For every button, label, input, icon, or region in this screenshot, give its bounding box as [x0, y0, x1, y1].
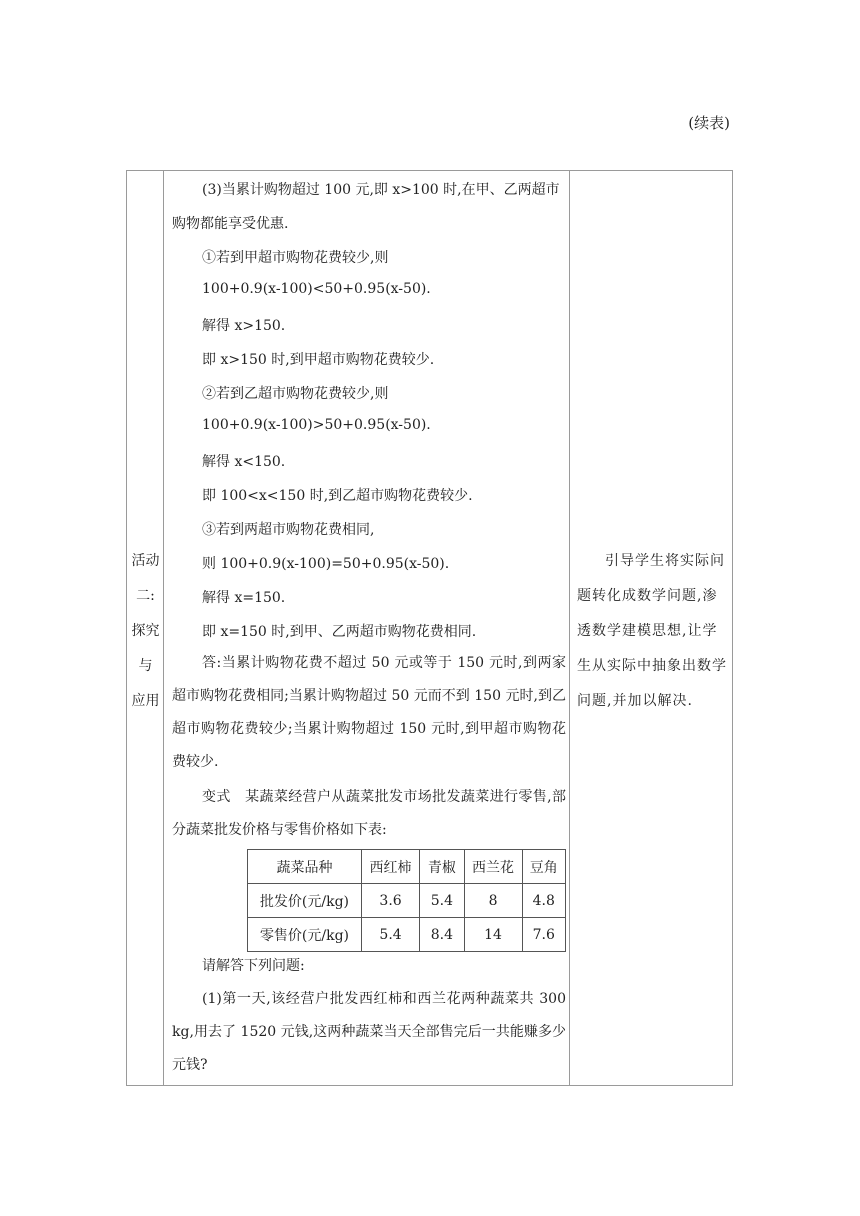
- text-line: ①若到甲超市购物花费较少,则: [202, 250, 389, 266]
- lesson-table: [126, 170, 733, 1086]
- activity-label-line: 探究: [131, 623, 160, 639]
- activity-label-line: 活动: [131, 553, 160, 569]
- text-line: 解得 x<150.: [202, 454, 286, 470]
- text-line: 解得 x=150.: [202, 590, 286, 606]
- table-cell: 5.4: [361, 918, 419, 952]
- teaching-note-cell: [577, 544, 732, 719]
- table-cell: 8.4: [420, 918, 464, 952]
- text-line: ③若到两超市购物花费相同,: [202, 522, 375, 538]
- table-cell: 8: [464, 884, 522, 918]
- table-cell: 蔬菜品种: [248, 850, 362, 884]
- vegetable-price-table: [247, 849, 566, 952]
- activity-label-line: 应用: [131, 693, 160, 709]
- equation-line: 100+0.9(x-100)<50+0.95(x-50).: [202, 281, 431, 297]
- answer-paragraph: 答:当累计购物花费不超过 50 元或等于 150 元时,到两家超市购物花费相同;当累计购物超过 50 元而不到 150 元时,到乙超市购物花费较少;当累计购物超过 150 元时,到甲超市购物花费较少.: [172, 655, 566, 770]
- text-line: ②若到乙超市购物花费较少,则: [202, 386, 389, 402]
- table-cell: 青椒: [420, 850, 464, 884]
- equation-line: 则 100+0.9(x-100)=50+0.95(x-50).: [202, 556, 450, 572]
- table-cell: 西红柿: [361, 850, 419, 884]
- column-divider: [569, 171, 570, 1085]
- table-cell: 3.6: [361, 884, 419, 918]
- table-cell: 14: [464, 918, 522, 952]
- text-line: 即 x=150 时,到甲、乙两超市购物花费相同.: [202, 624, 477, 640]
- table-row: [248, 884, 566, 918]
- equation-line: 100+0.9(x-100)>50+0.95(x-50).: [202, 417, 431, 433]
- activity-label-cell: [127, 171, 164, 1085]
- continued-label: (续表): [688, 114, 730, 132]
- table-cell: 批发价(元/kg): [248, 884, 362, 918]
- table-row: [248, 918, 566, 952]
- variant-paragraph: 变式 某蔬菜经营户从蔬菜批发市场批发蔬菜进行零售,部分蔬菜批发价格与零售价格如下表:: [172, 789, 566, 838]
- text-line: 解得 x>150.: [202, 318, 286, 334]
- activity-label-line: 二:: [136, 588, 155, 604]
- table-cell: 4.8: [522, 884, 565, 918]
- text-line: (3)当累计购物超过 100 元,即 x>100 时,在甲、乙两超市: [202, 182, 560, 198]
- activity-label-line: 与: [138, 658, 153, 674]
- text-line: 即 100<x<150 时,到乙超市购物花费较少.: [202, 488, 473, 504]
- text-line: 购物都能享受优惠.: [172, 216, 289, 232]
- table-header-row: [248, 850, 566, 884]
- teaching-note: 引导学生将实际问题转化成数学问题,渗透数学建模思想,让学生从实际中抽象出数学问题,并加以解决.: [577, 553, 727, 709]
- table-cell: 豆角: [522, 850, 565, 884]
- table-cell: 西兰花: [464, 850, 522, 884]
- question-paragraph: (1)第一天,该经营户批发西红柿和西兰花两种蔬菜共 300 kg,用去了 1520 元钱,这两种蔬菜当天全部售完后一共能赚多少元钱?: [172, 991, 566, 1073]
- text-line: 请解答下列问题:: [202, 958, 305, 974]
- table-cell: 7.6: [522, 918, 565, 952]
- table-cell: 零售价(元/kg): [248, 918, 362, 952]
- table-cell: 5.4: [420, 884, 464, 918]
- text-line: 即 x>150 时,到甲超市购物花费较少.: [202, 352, 435, 368]
